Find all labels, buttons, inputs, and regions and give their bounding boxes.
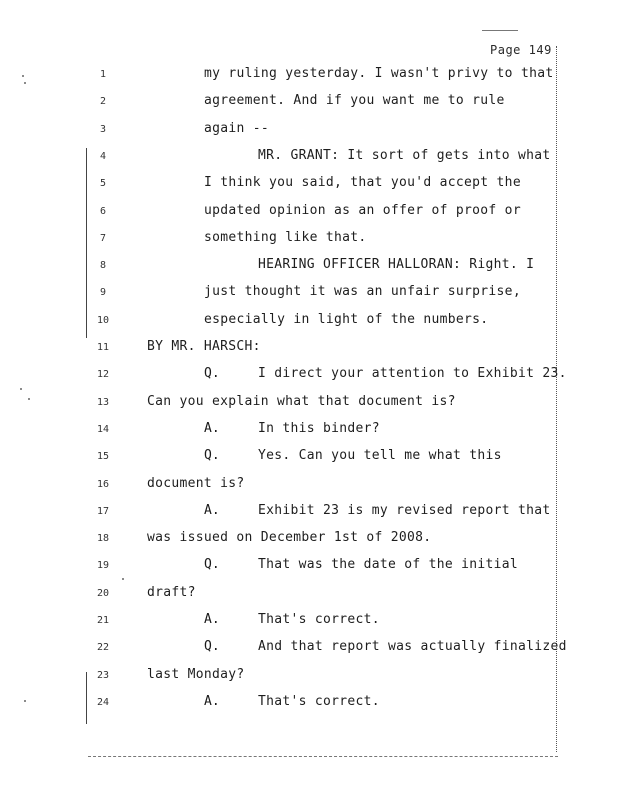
transcript-line <box>0 394 618 412</box>
qa-label: Q. <box>204 557 220 573</box>
line-text: just thought it was an unfair surprise, <box>204 284 521 300</box>
line-number: 12 <box>96 369 110 381</box>
line-number: 3 <box>99 123 107 135</box>
line-text: draft? <box>147 584 196 600</box>
line-number: 9 <box>99 287 107 299</box>
line-number: 15 <box>96 451 110 463</box>
line-number: 11 <box>96 342 110 353</box>
line-text: Yes. Can you tell me what this <box>258 448 502 464</box>
line-text: In this binder? <box>258 420 380 436</box>
qa-label: Q. <box>204 639 220 655</box>
transcript-line <box>0 530 618 548</box>
transcript-line <box>0 230 618 248</box>
header-mark <box>482 30 518 31</box>
transcript-line <box>0 612 618 630</box>
transcript-line <box>0 503 618 521</box>
footer-rule <box>88 756 558 757</box>
scan-speck <box>122 578 124 580</box>
line-text: updated opinion as an offer of proof or <box>204 202 521 218</box>
transcript-line <box>0 366 618 384</box>
line-number: 2 <box>99 96 107 108</box>
transcript-line <box>0 203 618 221</box>
transcript-line <box>0 585 618 603</box>
line-text: That was the date of the initial <box>258 557 519 573</box>
transcript-line <box>0 639 618 657</box>
transcript-line <box>0 257 618 275</box>
qa-label: Q. <box>204 366 220 382</box>
line-number: 14 <box>96 423 110 435</box>
transcript-line <box>0 339 618 357</box>
qa-label: A. <box>204 612 220 627</box>
transcript-line <box>0 175 618 193</box>
transcript-line <box>0 312 618 330</box>
line-number: 17 <box>96 505 110 517</box>
transcript-line <box>0 284 618 302</box>
line-text: I direct your attention to Exhibit 23. <box>258 366 567 382</box>
line-number: 16 <box>96 478 110 490</box>
line-number: 18 <box>96 533 110 545</box>
line-number: 21 <box>96 615 110 626</box>
line-number: 24 <box>96 696 110 708</box>
line-text: especially in light of the numbers. <box>204 311 489 327</box>
line-number: 13 <box>96 396 110 408</box>
line-number: 23 <box>96 669 110 681</box>
line-text: again -- <box>204 120 270 136</box>
transcript-line <box>0 148 618 166</box>
qa-label: Q. <box>204 448 220 464</box>
transcript-line <box>0 557 618 575</box>
line-text: MR. GRANT: It sort of gets into what <box>258 147 551 163</box>
line-text: BY MR. HARSCH: <box>147 339 261 354</box>
line-text: And that report was actually finalized <box>258 639 567 655</box>
line-text: Exhibit 23 is my revised report that <box>258 502 551 518</box>
line-number: 10 <box>96 314 110 326</box>
line-number: 5 <box>99 178 107 190</box>
scan-speck <box>20 388 22 390</box>
line-text: last Monday? <box>147 666 245 682</box>
line-text: Can you explain what that document is? <box>147 393 456 409</box>
transcript-line <box>0 421 618 439</box>
qa-label: A. <box>204 693 220 709</box>
page-number: Page 149 <box>490 43 552 57</box>
transcript-line <box>0 667 618 685</box>
line-number: 8 <box>99 260 107 272</box>
line-text: That's correct. <box>258 612 380 627</box>
transcript-line <box>0 66 618 84</box>
qa-label: A. <box>204 420 220 436</box>
transcript-line <box>0 121 618 139</box>
transcript-line <box>0 93 618 111</box>
line-text: That's correct. <box>258 693 380 709</box>
line-text: I think you said, that you'd accept the <box>204 175 521 191</box>
line-number: 6 <box>99 205 107 217</box>
line-text: agreement. And if you want me to rule <box>204 93 505 109</box>
line-text: my ruling yesterday. I wasn't privy to that <box>204 66 554 81</box>
line-number: 19 <box>96 560 110 572</box>
line-text: something like that. <box>204 229 367 245</box>
transcript-line <box>0 476 618 494</box>
line-text: was issued on December 1st of 2008. <box>147 530 432 546</box>
transcript-line <box>0 448 618 466</box>
line-number: 1 <box>99 69 107 80</box>
line-text: document is? <box>147 475 245 491</box>
transcript-line <box>0 694 618 712</box>
line-number: 22 <box>96 642 110 654</box>
line-number: 4 <box>99 150 107 162</box>
qa-label: A. <box>204 502 220 518</box>
line-text: HEARING OFFICER HALLORAN: Right. I <box>258 257 535 273</box>
line-number: 20 <box>96 587 110 599</box>
line-number: 7 <box>99 232 107 244</box>
